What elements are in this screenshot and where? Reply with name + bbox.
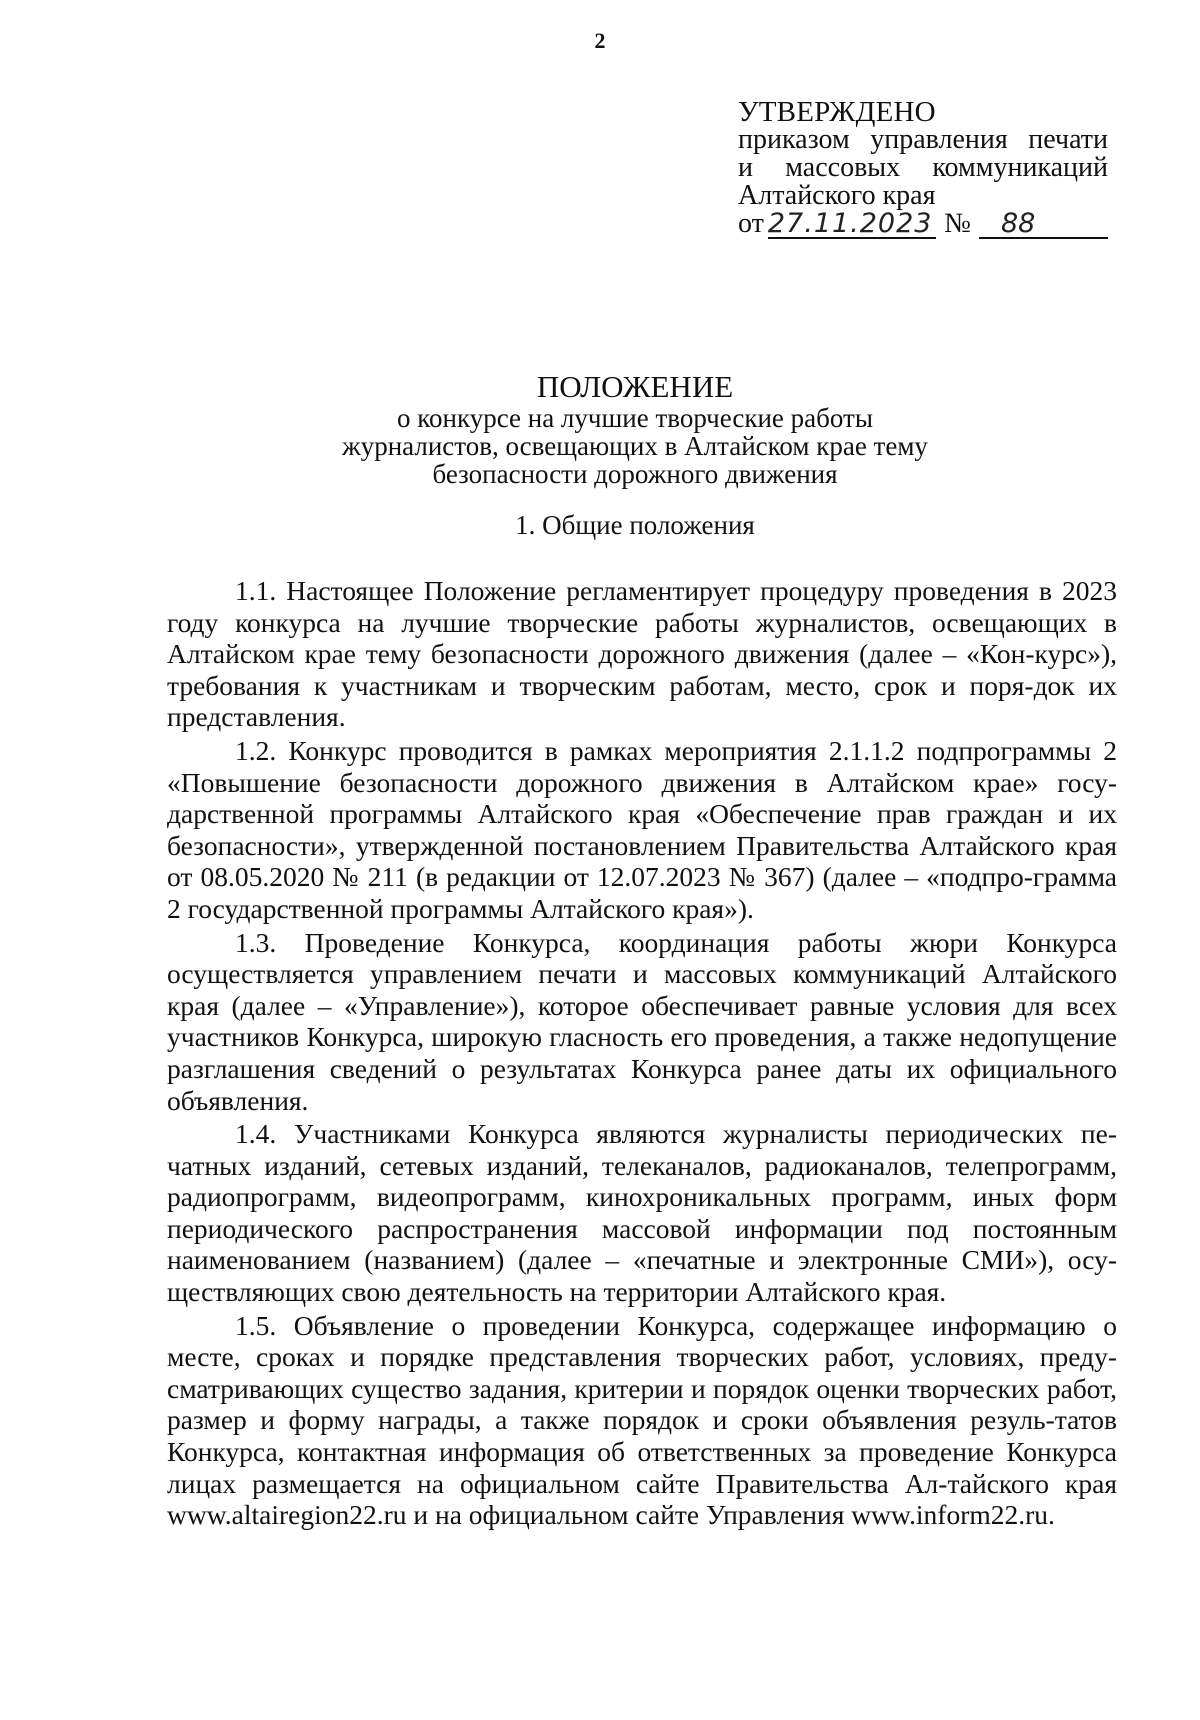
handwritten-date: 27.11.2023 xyxy=(768,211,936,239)
document-heading xyxy=(0,370,1200,488)
approval-stamp xyxy=(738,98,1108,239)
document-title: ПОЛОЖЕНИЕ xyxy=(536,369,734,404)
approval-title: УТВЕРЖДЕНО xyxy=(738,96,936,128)
approval-line-3: Алтайского края xyxy=(738,180,936,211)
page-number: 2 xyxy=(594,28,606,53)
paragraph-1-5: 1.5. Объявление о проведении Конкурса, содержащее информацию о месте, сроках и порядке представления творческих работ, условиях, преду-сматривающих существо задания, критерии и порядок оценки творческих работ, размер и форму награды, а также порядок и сроки объявления резуль-татов Конкурса, контактная информация об ответственных за проведение Конкурса лицах размещается на официальном сайте Правительства Ал-тайского края www.altairegion22.ru и на официальном сайте Управления www.inform22.ru. xyxy=(167,1309,1117,1531)
handwritten-number: 88 xyxy=(979,211,1108,239)
document-subtitle-line-2: журналистов, освещающих в Алтайском крае тему xyxy=(342,431,928,461)
document-body xyxy=(167,575,1117,1531)
paragraph-1-1: 1.1. Настоящее Положение регламентирует процедуру проведения в 2023 году конкурса на лучшие творческие работы журналистов, освещающих в Алтайском крае тему безопасности дорожного движения (далее – «Кон-курс»), требования к участникам и творческим работам, место, срок и поря-док их представления. xyxy=(167,575,1117,733)
section-title: 1. Общие положения xyxy=(515,510,755,540)
date-prefix: от xyxy=(738,208,764,239)
paragraph-1-3: 1.3. Проведение Конкурса, координация работы жюри Конкурса осуществляется управлением печати и массовых коммуникаций Алтайского края (далее – «Управление»), которое обеспечивает равные условия для всех участников Конкурса, широкую гласность его проведения, а также недопущение разглашения сведений о результатах Конкурса ранее даты их официального объявления. xyxy=(167,926,1117,1116)
approval-line-2: и массовых коммуникаций xyxy=(738,152,1108,183)
approval-date-row xyxy=(738,210,1108,239)
document-subtitle-line-1: о конкурсе на лучшие творческие работы xyxy=(397,403,873,433)
number-sign: № xyxy=(944,208,971,239)
paragraph-1-2: 1.2. Конкурс проводится в рамках мероприятия 2.1.1.2 подпрограммы 2 «Повышение безопасности дорожного движения в Алтайском крае» госу-дарственной программы Алтайского края «Обеспечение прав граждан и их безопасности», утвержденной постановлением Правительства Алтайского края от 08.05.2020 № 211 (в редакции от 12.07.2023 № 367) (далее – «подпро-грамма 2 государственной программы Алтайского края»). xyxy=(167,734,1117,924)
document-subtitle-line-3: безопасности дорожного движения xyxy=(432,459,838,489)
paragraph-1-4: 1.4. Участниками Конкурса являются журналисты периодических пе-чатных изданий, сетевых изданий, телеканалов, радиоканалов, телепрограмм, радиопрограмм, видеопрограмм, кинохроникальных программ, иных форм периодического распространения массовой информации под постоянным наименованием (названием) (далее – «печатные и электронные СМИ»), осу-ществляющих свою деятельность на территории Алтайского края. xyxy=(167,1118,1117,1308)
approval-line-1: приказом управления печати xyxy=(738,124,1108,155)
